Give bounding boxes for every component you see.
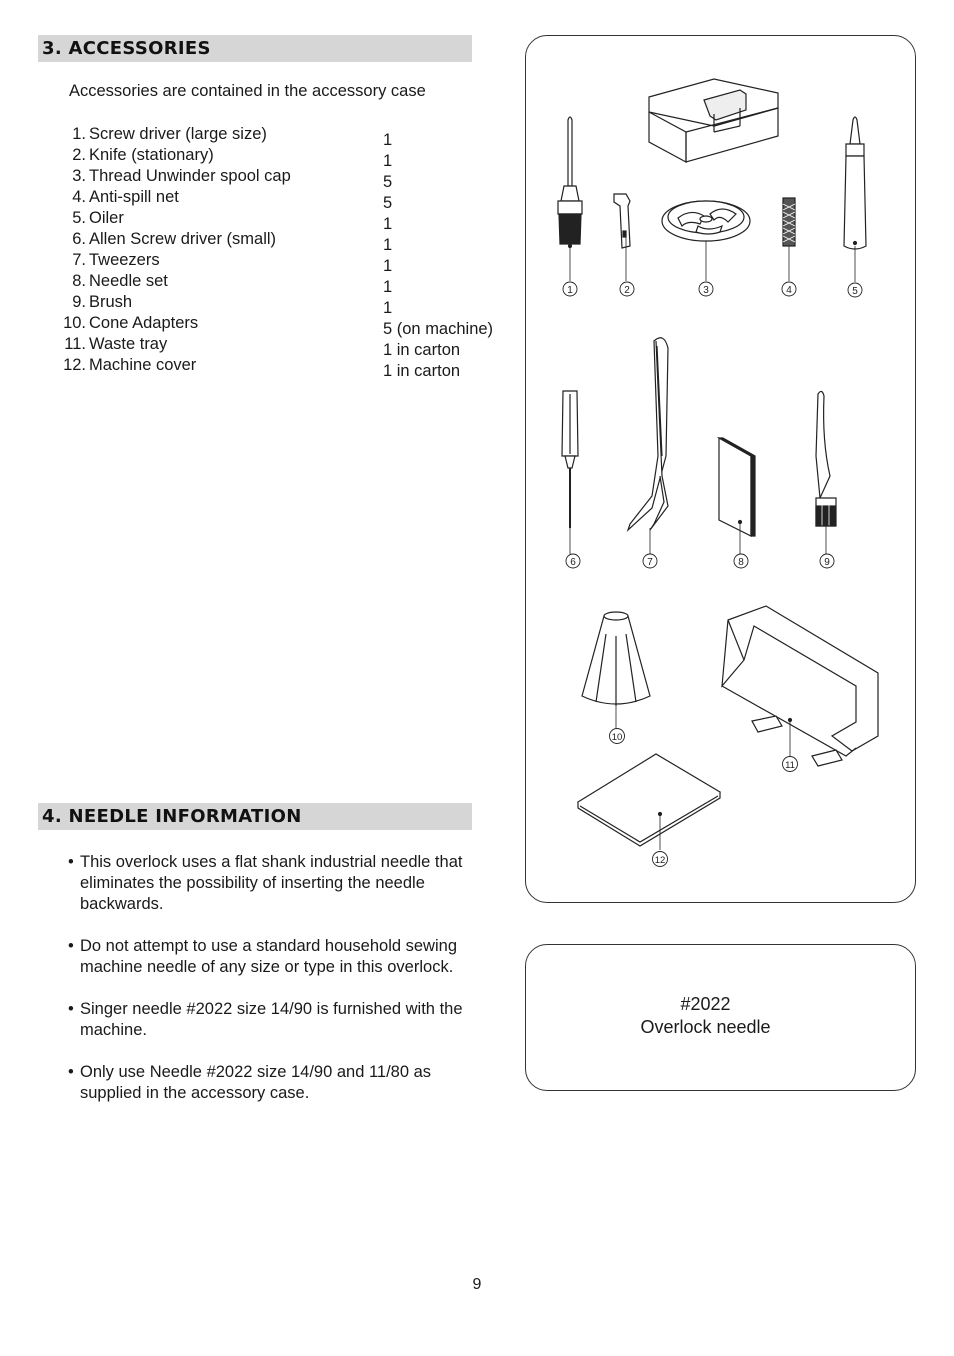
needle-label-box	[525, 944, 916, 1091]
callout-label: 2	[624, 285, 630, 296]
item-quantity: 5	[383, 194, 393, 212]
tweezers-icon	[628, 338, 668, 554]
waste-tray-icon	[722, 606, 878, 766]
needle-set-icon	[719, 438, 755, 554]
item-name: Screw driver (large size)	[89, 125, 267, 143]
list-item	[68, 852, 488, 915]
list-item	[68, 936, 488, 978]
bullet-marker: •	[68, 937, 74, 955]
item-number: 4.	[72, 188, 86, 206]
item-number: 10.	[63, 314, 86, 332]
screwdriver-large-icon	[558, 117, 582, 281]
spool-cap-icon	[662, 201, 750, 281]
item-quantity: 1	[383, 215, 393, 233]
item-number: 11.	[64, 335, 86, 353]
item-quantity: 1	[383, 257, 393, 275]
item-name: Anti-spill net	[89, 188, 179, 206]
callout-label: 12	[654, 855, 666, 866]
item-name: Needle set	[89, 272, 168, 290]
item-quantity: 1	[383, 278, 393, 296]
bullet-marker: •	[68, 853, 74, 871]
bullet-text: Only use Needle #2022 size 14/90 and 11/80 as supplied in the accessory case.	[80, 1063, 432, 1102]
item-number: 7.	[72, 251, 86, 269]
needle-info-bullets	[68, 852, 488, 1125]
callout-label: 3	[703, 285, 709, 296]
item-name: Brush	[89, 293, 133, 311]
callout-label: 1	[567, 285, 573, 296]
item-quantity: 1	[383, 131, 393, 149]
item-name: Thread Unwinder spool cap	[89, 167, 291, 185]
accessory-case-icon	[649, 79, 778, 162]
item-name: Waste tray	[89, 335, 168, 353]
anti-spill-net-icon	[783, 198, 795, 281]
needle-info-heading: 4. NEEDLE INFORMATION	[38, 803, 472, 830]
item-quantity: 1	[383, 299, 393, 317]
list-item	[68, 999, 488, 1041]
item-name: Cone Adapters	[89, 314, 199, 332]
bullet-text: This overlock uses a flat shank industrial needle that eliminates the possibility of inserting the needle backwards.	[80, 853, 463, 913]
item-number: 12.	[63, 356, 86, 374]
item-quantity: 5 (on machine)	[383, 320, 494, 338]
item-number: 1.	[72, 125, 86, 143]
item-number: 6.	[72, 230, 86, 248]
callout-label: 4	[786, 285, 792, 296]
item-number: 5.	[72, 209, 86, 227]
callout-label: 5	[852, 286, 858, 297]
callout-label: 6	[570, 557, 576, 568]
item-quantity: 5	[383, 173, 393, 191]
bullet-marker: •	[68, 1000, 74, 1018]
callout-label: 8	[738, 557, 744, 568]
knife-icon	[614, 194, 630, 281]
item-quantity: 1 in carton	[383, 341, 461, 359]
item-name: Tweezers	[89, 251, 160, 269]
item-quantity: 1	[383, 152, 393, 170]
bullet-text: Singer needle #2022 size 14/90 is furnished with the machine.	[80, 1000, 463, 1039]
accessories-heading: 3. ACCESSORIES	[38, 35, 472, 62]
needle-type: Overlock needle	[640, 1017, 771, 1037]
allen-screwdriver-icon	[562, 391, 578, 554]
callout-label: 10	[611, 732, 623, 743]
item-number: 2.	[72, 146, 86, 164]
callout-label: 9	[824, 557, 830, 568]
brush-icon	[816, 391, 836, 554]
needle-number: #2022	[680, 994, 731, 1014]
item-name: Allen Screw driver (small)	[89, 230, 277, 248]
page-number: 9	[472, 1276, 482, 1293]
item-number: 3.	[72, 167, 86, 185]
accessories-illustration	[525, 35, 916, 903]
bullet-marker: •	[68, 1063, 74, 1081]
callout-label: 11	[785, 760, 795, 771]
accessories-intro: Accessories are contained in the accessory case	[69, 82, 426, 100]
item-quantity: 1	[383, 236, 393, 254]
item-quantity: 1 in carton	[383, 362, 461, 380]
list-item	[68, 1062, 488, 1104]
item-name: Oiler	[89, 209, 124, 227]
bullet-text: Do not attempt to use a standard household sewing machine needle of any size or type in this overlock.	[80, 937, 457, 976]
accessories-illustration-svg	[526, 36, 917, 904]
item-number: 9.	[72, 293, 86, 311]
item-name: Knife (stationary)	[89, 146, 214, 164]
item-name: Machine cover	[89, 356, 197, 374]
oiler-icon	[844, 117, 866, 282]
machine-cover-icon	[578, 754, 720, 850]
cone-adapter-icon	[582, 612, 650, 728]
callout-label: 7	[647, 557, 653, 568]
item-number: 8.	[72, 272, 86, 290]
